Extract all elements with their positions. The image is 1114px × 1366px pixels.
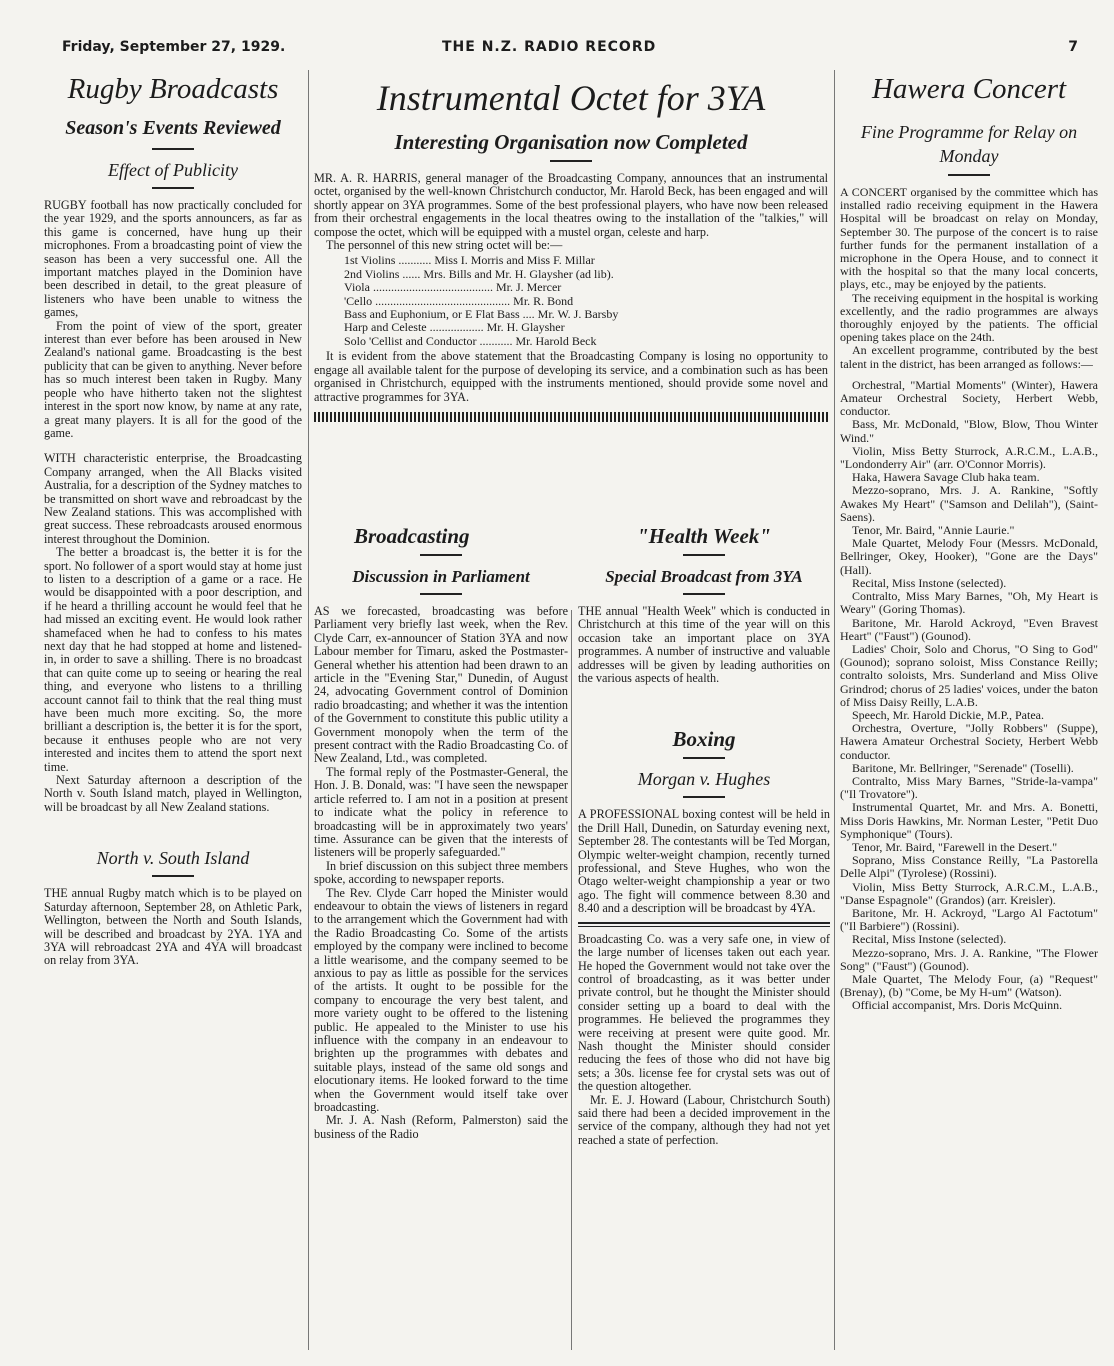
health-subtitle: Special Broadcast from 3YA bbox=[605, 567, 803, 586]
rugby-headline: Rugby Broadcasts bbox=[67, 73, 279, 105]
broadcasting-continued: Broadcasting Co. was a very safe one, in view of the large number of licenses taken out each year. He hoped the Government would not take over the control of broadcasting, as it was better under private control, but he thought the Minister should consider setting up a board to deal with the programmes. He believed the programmes they were receiving at present were quite good. Mr. Nash thought the Minister should consider reducing the fees of those who did not have big sets; a 30s. license fee for crystal sets was out of the question altogether. bbox=[578, 931, 830, 1094]
rugby-paragraph: Next Saturday afternoon a description of the North v. South Island match, played in Wellington, will be broadcast by all New Zealand stations. bbox=[44, 773, 302, 814]
octet-intro: MR. A. R. HARRIS, general manager of the Broadcasting Company, announces that an instrumental octet, organised by the well-known Christchurch conductor, Mr. Harold Beck, has been engaged and will shortly appear on 3YA programmes. Some of the best professional players, who have now been released from their orchestral engagements in the local theatres owing to the installation of the "talkies," will compose the octet, which will be equipped with a mustel organ, celeste and harp. bbox=[314, 171, 828, 239]
health-paragraph: THE annual "Health Week" which is conducted in Christchurch at this time of the year will on this occasion take an important place on 3YA programmes. A number of instructive and valuable addresses will be given by leading authorities on the various aspects of health. bbox=[578, 604, 830, 686]
programme-item: Tenor, Mr. Baird, "Annie Laurie." bbox=[852, 523, 1015, 538]
hawera-paragraph: An excellent programme, contributed by the best talent in the district, has been arranged as follows:— bbox=[840, 343, 1098, 371]
programme-item: Contralto, Miss Mary Barnes, "Stride-la-vampa" ("Il Trovatore"). bbox=[840, 773, 1098, 802]
octet-list-intro: The personnel of this new string octet will be:— bbox=[326, 238, 563, 253]
octet-headline: Instrumental Octet for 3YA bbox=[376, 78, 766, 118]
rugby-paragraph: WITH characteristic enterprise, the Broadcasting Company arranged, when the All Blacks visited Australia, for a description of the Sydney matches to be transmitted on short wave and rebroadcast by the New Zealand stations. This was accomplished with great success. These rebroadcasts aroused enormous interest throughout the Dominion. bbox=[44, 451, 302, 546]
programme-item: Speech, Mr. Harold Dickie, M.P., Patea. bbox=[852, 707, 1044, 722]
rugby-paragraph: The better a broadcast is, the better it is for the sport. No follower of a sport would stay at home just to listen to a description of a game or a race. He would be disappointed with a poor description, and if he heard a thrilling account he would feel that he had missed an exciting event. He would look rather shamefaced when he had to confess to his mates next day that he had stopped at home and listened-in, in order to save a shilling. There is no broadcast that can quite come up to seeing or hearing the real thing, and everyone who listens to a thrilling account cannot fail to think that the real thing must have been much more exciting. So, the more brilliant a description is, the better it is for the sport, because it enthuses people who are not very interested and incites them to attend the sport next time. bbox=[44, 545, 302, 774]
divider-rule bbox=[420, 593, 462, 595]
page-number: 7 bbox=[1068, 39, 1078, 55]
programme-item: Ladies' Choir, Solo and Chorus, "O Sing to God" (Gounod); soprano soloist, Miss Constance Reilly; contralto soloists, Mrs. Sunderland and Miss Olive Grindrod; chorus of 25 ladies' voices, under the baton of Miss Daisy Reilly, L.A.B. bbox=[840, 641, 1098, 709]
programme-item: Recital, Miss Instone (selected). bbox=[852, 932, 1007, 947]
programme-item: Violin, Miss Betty Sturrock, A.R.C.M., L.A.B., "Londonderry Air" (arr. O'Connor Morris). bbox=[840, 443, 1098, 472]
broadcasting-article bbox=[314, 518, 568, 1141]
programme-item: Contralto, Miss Mary Barnes, "Oh, My Heart is Weary" (Goring Thomas). bbox=[840, 589, 1098, 617]
programme-item: Haka, Hawera Savage Club haka team. bbox=[852, 470, 1040, 485]
programme-item: Mezzo-soprano, Mrs. J. A. Rankine, "The Flower Song" ("Faust") (Gounod). bbox=[840, 945, 1098, 973]
hatched-divider bbox=[314, 412, 828, 422]
broadcasting-paragraph: AS we forecasted, broadcasting was before Parliament very briefly last week, when the Rev. Clyde Carr, ex-announcer of Station 3YA and now Labour member for Timaru, asked the Postmaster-General whether his attention had been drawn to an article in the "Evening Star," Dunedin, of August 24, advocating Government control of Dominion radio broadcasting; and whether it was the intention of the Government to constitute this public utility a Government monopoly when the term of the present contract with the Radio Broadcasting Co. of New Zealand, Ltd., was completed. bbox=[314, 604, 568, 766]
health-boxing-column bbox=[578, 518, 830, 1147]
octet-article bbox=[314, 68, 828, 432]
rugby-paragraph: From the point of view of the sport, greater interest than ever before has been aroused in New Zealand's national game. Broadcasting is the best publicity that can be given to anything. Never before has so much interest been taken in Rugby. Many people who have hitherto taken not the slightest interest in the sport now know, by name at any rate, a great many players. It is all for the good of the game. bbox=[44, 318, 302, 440]
hawera-article bbox=[840, 68, 1098, 1013]
divider-rule bbox=[948, 174, 990, 176]
hawera-subtitle: Fine Programme for Relay on Monday bbox=[860, 122, 1078, 166]
column-divider bbox=[834, 70, 835, 1350]
publication-title: THE N.Z. RADIO RECORD bbox=[442, 39, 657, 55]
divider-rule bbox=[152, 148, 194, 150]
programme-item: Violin, Miss Betty Sturrock, A.R.C.M., L.A.B., "Danse Espagnole" (Grandos) (arr. Kreisler). bbox=[840, 879, 1098, 907]
programme-item: Male Quartet, Melody Four (Messrs. McDonald, Bellringer, Okey, Hooker), "Gone are the Days" (Hall). bbox=[840, 536, 1098, 577]
double-rule bbox=[578, 922, 830, 927]
octet-subtitle: Interesting Organisation now Completed bbox=[394, 130, 748, 154]
rugby-paragraph: RUGBY football has now practically concluded for the year 1929, and the sports announcers, as far as this game is concerned, have hung up their microphones. From a broadcasting point of view the season has been a very successful one. All the important matches played in the Dominion have been described in detail, to the great pleasure of listeners who have been unable to witness the games, bbox=[44, 198, 302, 320]
broadcasting-subtitle: Discussion in Parliament bbox=[352, 567, 530, 586]
programme-item: Baritone, Mr. H. Ackroyd, "Largo Al Factotum" ("Il Barbiere") (Rossini). bbox=[840, 905, 1098, 934]
broadcasting-paragraph: The Rev. Clyde Carr hoped the Minister would endeavour to obtain the views of listeners in regard to the arrangement which the Government had with the Radio Broadcasting Co. Some of the artists employed by the company were inclined to become a little wearisome, and the company seemed to be anxious to pay as little as possible for the services of the artists. It ought to be possible for the company to encourage the very best talent, and more variety ought to be offered to the listening public. He appealed to the Minister to use his influence with the company in an endeavour to brighten up the programmes with debates and suitable plays, instead of the same old songs and elocutionary items. He looked forward to the time when the Government would itself take over broadcasting. bbox=[314, 885, 568, 1115]
programme-item: Soprano, Miss Constance Reilly, "La Pastorella Delle Alpi" (Tyrolese) (Rossini). bbox=[840, 853, 1098, 881]
programme-item: Baritone, Mr. Harold Ackroyd, "Even Bravest Heart" ("Faust") (Gounod). bbox=[840, 615, 1098, 643]
broadcasting-headline: Broadcasting bbox=[354, 524, 470, 548]
broadcasting-continued: Mr. E. J. Howard (Labour, Christchurch South) said there had been a decided improvement in the service of the company, although they had not yet reached a state of perfection. bbox=[578, 1092, 830, 1147]
broadcasting-paragraph: Mr. J. A. Nash (Reform, Palmerston) said the business of the Radio bbox=[314, 1113, 568, 1141]
issue-date: Friday, September 27, 1929. bbox=[62, 39, 286, 55]
divider-rule bbox=[550, 160, 592, 162]
divider-rule bbox=[683, 796, 725, 798]
boxing-headline: Boxing bbox=[672, 727, 736, 752]
programme-item: Tenor, Mr. Baird, "Farewell in the Desert." bbox=[852, 839, 1058, 854]
programme-item: Bass, Mr. McDonald, "Blow, Blow, Thou Winter Wind." bbox=[840, 417, 1098, 445]
boxing-subtitle: Morgan v. Hughes bbox=[637, 769, 771, 790]
personnel-row: Viola ........................................ Mr. J. Mercer bbox=[344, 280, 562, 295]
hawera-paragraph: A CONCERT organised by the committee which has installed radio receiving equipment in the Hawera Hospital will be broadcast on relay on Monday, September 30. The purpose of the concert is to raise further funds for the permanent installation of a microphone in the Opera House, and to connect it with the hospital so that the many local concerts, plays, etc., may be enjoyed by the patients. bbox=[840, 185, 1098, 292]
octet-personnel-list bbox=[344, 254, 828, 348]
divider-rule bbox=[152, 875, 194, 877]
programme-item: Baritone, Mr. Bellringer, "Serenade" (Toselli). bbox=[852, 760, 1074, 775]
boxing-paragraph: A PROFESSIONAL boxing contest will be held in the Drill Hall, Dunedin, on Saturday evening next, September 28. The contestants will be Ted Morgan, Olympic welter-weight champion, recently turned professional, and Steve Hughes, who won the Otago welter-weight championship a year or two ago. The fight will commence between 8.30 and 8.40 and a description will be broadcast by 4YA. bbox=[578, 807, 830, 916]
divider-rule bbox=[152, 187, 194, 189]
programme-item: Official accompanist, Mrs. Doris McQuinn. bbox=[852, 998, 1063, 1013]
programme-item: Male Quartet, The Melody Four, (a) "Request" (Brenay), (b) "Come, be My H-um" (Watson). bbox=[840, 971, 1098, 1000]
health-headline: "Health Week" bbox=[637, 524, 771, 548]
programme-item: Instrumental Quartet, Mr. and Mrs. A. Bonetti, Miss Doris Hawkins, Mr. Norman Lester, "Petit Duo Symphonique" (Tours). bbox=[840, 800, 1098, 841]
north-south-heading: North v. South Island bbox=[96, 848, 250, 869]
divider-rule bbox=[420, 554, 462, 556]
north-south-paragraph: THE annual Rugby match which is to be played on Saturday afternoon, September 28, on Athletic Park, Wellington, between the North and South Islands, will be described and broadcast by 2YA. 1YA and 3YA will rebroadcast 2YA and 4YA will broadcast on relay from 3YA. bbox=[44, 886, 302, 968]
rugby-subtitle: Season's Events Reviewed bbox=[65, 117, 281, 139]
programme-item: Mezzo-soprano, Mrs. J. A. Rankine, "Softly Awakes My Heart" ("Samson and Delilah"), (Saint-Saens). bbox=[840, 483, 1098, 524]
divider-rule bbox=[683, 554, 725, 556]
programme-item: Orchestra, Overture, "Jolly Robbers" (Suppe), Hawera Amateur Orchestral Society, Herbert Webb conductor. bbox=[840, 721, 1098, 762]
octet-closing: It is evident from the above statement that the Broadcasting Company is losing no opportunity to engage all available talent for the purpose of developing its service, and a combination such as has been organised in Christchurch, equipped with the instruments mentioned, should provide some novel and attractive programmes for 3YA. bbox=[314, 349, 828, 404]
personnel-row: Harp and Celeste .................. Mr. H. Glaysher bbox=[344, 320, 565, 335]
rugby-section-heading: Effect of Publicity bbox=[108, 160, 238, 180]
column-divider bbox=[571, 610, 572, 1350]
broadcasting-paragraph: The formal reply of the Postmaster-General, the Hon. J. B. Donald, was: "I have seen the newspaper article referred to. I am not in a position at present to indicate what the policy in reference to broadcasting will be in approximately two years' time. Assurance can be given that the interests of listeners will be properly safeguarded." bbox=[314, 764, 568, 860]
personnel-row: 'Cello ............................................. Mr. R. Bond bbox=[344, 293, 574, 308]
hawera-paragraph: The receiving equipment in the hospital is working excellently, and the radio programmes are always thoroughly enjoyed by the patients. The official opening takes place on the 24th. bbox=[840, 290, 1098, 345]
divider-rule bbox=[683, 593, 725, 595]
hawera-headline: Hawera Concert bbox=[871, 73, 1067, 105]
divider-rule bbox=[683, 757, 725, 759]
column-divider bbox=[308, 70, 309, 1350]
broadcasting-paragraph: In brief discussion on this subject three members spoke, according to newspaper reports. bbox=[314, 858, 568, 887]
personnel-row: Solo 'Cellist and Conductor ........... Mr. Harold Beck bbox=[344, 333, 597, 348]
masthead bbox=[62, 36, 1082, 60]
personnel-row: 1st Violins ........... Miss I. Morris and Miss F. Millar bbox=[344, 253, 595, 268]
programme-item: Orchestral, "Martial Moments" (Winter), Hawera Amateur Orchestral Society, Herbert Webb, conductor. bbox=[840, 377, 1098, 419]
personnel-row: Bass and Euphonium, or E Flat Bass .... Mr. W. J. Barsby bbox=[344, 307, 619, 322]
programme-item: Recital, Miss Instone (selected). bbox=[852, 575, 1007, 590]
rugby-article bbox=[44, 68, 302, 968]
personnel-row: 2nd Violins ...... Mrs. Bills and Mr. H. Glaysher (ad lib). bbox=[344, 266, 614, 281]
